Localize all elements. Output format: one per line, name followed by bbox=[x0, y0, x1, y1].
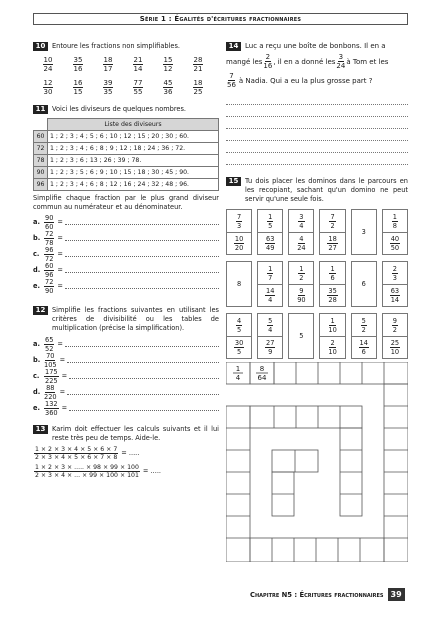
numerator: 60 bbox=[45, 261, 54, 270]
fraction bbox=[267, 317, 273, 334]
numerator: 18 bbox=[193, 79, 203, 87]
fraction-cell[interactable] bbox=[183, 56, 213, 73]
page-number: 39 bbox=[388, 588, 405, 601]
numerator: 63 bbox=[390, 287, 400, 295]
domino[interactable] bbox=[319, 209, 345, 255]
question-item: d. $\frac{60}{96}$ = bbox=[33, 262, 219, 278]
numerator: 65 bbox=[45, 335, 54, 344]
exercise-15 bbox=[226, 177, 408, 204]
fraction bbox=[44, 230, 54, 247]
numerator: 90 bbox=[45, 213, 54, 222]
fraction bbox=[163, 56, 174, 73]
numerator: 1 × 2 × 3 × ..... × 98 × 99 × 100 bbox=[35, 463, 139, 471]
denominator: 17 bbox=[103, 65, 113, 73]
numerator: 25 bbox=[390, 339, 400, 347]
domino[interactable] bbox=[319, 261, 345, 307]
answer-line[interactable] bbox=[65, 235, 219, 241]
numerator: 1 bbox=[299, 264, 304, 273]
denominator: 5 bbox=[236, 325, 242, 334]
exercise-10 bbox=[33, 42, 219, 51]
numerator: 70 bbox=[46, 351, 55, 360]
numerator: 10 bbox=[43, 56, 53, 64]
numerator: 9 bbox=[299, 287, 304, 295]
fraction bbox=[392, 317, 398, 334]
numerator: 35 bbox=[73, 56, 83, 64]
denominator: 220 bbox=[44, 392, 57, 401]
exercise-number: 10 bbox=[33, 42, 48, 51]
denominator: 2 bbox=[299, 273, 304, 282]
denominator: 36 bbox=[163, 88, 173, 96]
exercise-text: Luc a reçu une boîte de bonbons. Il en a bbox=[245, 42, 386, 50]
numerator: 175 bbox=[45, 367, 58, 376]
fraction-cell[interactable] bbox=[63, 79, 93, 96]
denominator: 5 bbox=[236, 348, 242, 356]
number-cell: 96 bbox=[34, 179, 48, 191]
question-label: e. bbox=[33, 404, 40, 412]
question-label: b. bbox=[33, 234, 41, 242]
denominator: 12 bbox=[163, 65, 173, 73]
table-row bbox=[34, 179, 219, 191]
exercise-text: Karim doit effectuer les calculs suivants et il lui reste très peu de temps. Aide-le. bbox=[52, 425, 219, 442]
denominator: 4 bbox=[268, 296, 273, 304]
domino[interactable] bbox=[382, 209, 408, 255]
fraction bbox=[236, 317, 242, 334]
denominator: 24 bbox=[297, 244, 306, 252]
numerator: 28 bbox=[193, 56, 203, 64]
denominator: 10 bbox=[328, 325, 337, 334]
fraction bbox=[390, 235, 400, 252]
fraction bbox=[44, 352, 57, 369]
denominator: 24 bbox=[43, 65, 53, 73]
numerator: 1 × 2 × 3 × 4 × 5 × 6 × 7 bbox=[35, 445, 118, 453]
question-label: a. bbox=[33, 340, 40, 348]
chapter-title: Chapitre N5 : Écritures fractionnaires bbox=[250, 590, 384, 599]
page-footer bbox=[250, 588, 405, 601]
start-denominator: 4 bbox=[235, 374, 241, 382]
fraction bbox=[359, 339, 369, 356]
domino[interactable] bbox=[351, 209, 377, 255]
numerator: 1 bbox=[268, 212, 273, 221]
fraction bbox=[44, 278, 54, 295]
fraction bbox=[73, 79, 84, 96]
fraction bbox=[133, 56, 144, 73]
numerator: 2 bbox=[330, 339, 335, 347]
fraction bbox=[43, 56, 54, 73]
denominator: 21 bbox=[193, 65, 203, 73]
denominator: 2 bbox=[392, 325, 397, 334]
denominator: 10 bbox=[390, 348, 400, 356]
numerator: 3 bbox=[299, 212, 304, 221]
numerator: 88 bbox=[46, 383, 55, 392]
exercise-number: 11 bbox=[33, 105, 48, 114]
divisors-cell: 1 ; 2 ; 3 ; 5 ; 6 ; 9 ; 10 ; 15 ; 18 ; 30 ; 45 ; 90. bbox=[48, 167, 219, 179]
exercise-text: Voici les diviseurs de quelques nombres. bbox=[52, 105, 187, 113]
denominator: 20 bbox=[234, 244, 244, 252]
fraction bbox=[44, 214, 54, 231]
divisors-cell: 1 ; 2 ; 3 ; 4 ; 5 ; 6 ; 10 ; 12 ; 15 ; 20 ; 30 ; 60. bbox=[48, 131, 219, 143]
denominator: 25 bbox=[193, 88, 203, 96]
denominator: 35 bbox=[103, 88, 113, 96]
domino-path bbox=[226, 362, 408, 562]
fraction bbox=[103, 56, 114, 73]
question-label: b. bbox=[33, 356, 41, 364]
numerator: 1 bbox=[268, 264, 273, 273]
question-item: e. $\frac{132}{360}$ = bbox=[33, 400, 219, 416]
left-column bbox=[33, 42, 219, 478]
numerator: 18 bbox=[328, 235, 337, 243]
numerator: 30 bbox=[234, 339, 244, 347]
denominator: 6 bbox=[330, 273, 335, 282]
exercise-12 bbox=[33, 306, 219, 333]
numerator: 21 bbox=[133, 56, 143, 64]
denominator: 8 bbox=[392, 221, 397, 230]
answer-line[interactable] bbox=[65, 251, 219, 257]
answer-lines bbox=[226, 93, 408, 165]
denominator: 105 bbox=[44, 360, 57, 369]
fraction-grid bbox=[33, 56, 219, 96]
domino[interactable] bbox=[382, 261, 408, 307]
fraction bbox=[297, 235, 305, 252]
expression-2 bbox=[33, 464, 219, 478]
series-title: Série 1 : Égalités d'écritures fractionnaires bbox=[139, 15, 302, 23]
numerator: 15 bbox=[163, 56, 173, 64]
answer-line[interactable] bbox=[65, 283, 219, 289]
question-item: a. $\frac{90}{60}$ = bbox=[33, 214, 219, 230]
start-numerator: 1 bbox=[235, 365, 241, 373]
answer-line[interactable] bbox=[69, 405, 219, 411]
answer-line[interactable] bbox=[67, 389, 219, 395]
fraction bbox=[193, 79, 204, 96]
exercise-number: 14 bbox=[226, 42, 241, 51]
question-label: a. bbox=[33, 218, 40, 226]
denominator: 7 bbox=[268, 273, 273, 282]
fraction bbox=[392, 265, 398, 282]
question-item: a. $\frac{65}{52}$ = bbox=[33, 336, 219, 352]
result-blank: = ..... bbox=[121, 449, 140, 457]
domino[interactable] bbox=[257, 209, 283, 255]
domino[interactable] bbox=[257, 261, 283, 307]
fraction bbox=[328, 339, 336, 356]
page-header bbox=[33, 13, 408, 25]
divisors-cell: 1 ; 2 ; 3 ; 6 ; 13 ; 26 ; 39 ; 78. bbox=[48, 155, 219, 167]
domino-value: 3 bbox=[361, 228, 366, 236]
domino-grid bbox=[226, 209, 408, 359]
fraction bbox=[392, 213, 398, 230]
result-blank: = ..... bbox=[142, 467, 162, 475]
numerator: 10 bbox=[234, 235, 244, 243]
denominator: 10 bbox=[328, 348, 337, 356]
domino[interactable] bbox=[226, 313, 252, 359]
numerator: 14 bbox=[359, 339, 368, 347]
right-column: 14 Luc a reçu une boîte de bonbons. Il en a mangé les $\frac{2}{16}$ , il en a donné les $\frac{3}{24}$ à Tom et les $\frac{7}{56}$ à Nadia. Qui a eu la plus grosse part ? 15 Tu dois placer les dominos dans le parcours en les recopiant, sachant qu'un domino ne peut servir qu'une seule fois. $\frac{7}{3}$ $\frac{10}{20}$ $\frac{1}{5}$ $\frac{63}{49}$ $\frac{3}{4}$ $\frac{4}{24}$ $\frac{7}{2}$ $\frac{18}{27}$ 3 $\frac{1}{8}$ $\frac{40}{50}$ 8 $\frac{1}{7}$ $\frac{14}{4}$ $\frac{1}{2}$ $\frac{9}{90}$ $\frac{1}{6}$ $\frac{35}{28}$ 6 $\frac{2}{3}$ $\frac{63}{14}$ $\frac{4}{5}$ $\frac{30}{5}$ $\frac{5}{4}$ $\frac{27}{9}$ 5 $\frac{1}{10}$ $\frac{2}{10}$ $\frac{5}{2}$ $\frac{14}{6}$ $\frac{9}{2}$ $\frac{25}{10}$ bbox=[226, 42, 408, 359]
domino[interactable] bbox=[288, 209, 314, 255]
denominator: 16 bbox=[73, 65, 83, 73]
question-label: d. bbox=[33, 266, 41, 274]
numerator: 72 bbox=[45, 277, 54, 286]
fraction bbox=[73, 56, 84, 73]
numerator: 2 bbox=[392, 264, 397, 273]
fraction bbox=[44, 368, 59, 385]
fraction bbox=[265, 235, 275, 252]
domino[interactable] bbox=[226, 209, 252, 255]
denominator: 225 bbox=[45, 376, 58, 385]
fraction bbox=[234, 235, 244, 252]
denominator: 5 bbox=[268, 221, 273, 230]
question-label: c. bbox=[33, 250, 40, 258]
denominator: 27 bbox=[328, 244, 337, 252]
domino-value: 5 bbox=[299, 332, 304, 340]
exercise-14 bbox=[226, 42, 408, 51]
denominator: 15 bbox=[73, 88, 83, 96]
numerator: 45 bbox=[163, 79, 173, 87]
numerator: 63 bbox=[266, 235, 275, 243]
denominator: 2 bbox=[361, 325, 366, 334]
domino[interactable] bbox=[288, 313, 314, 359]
domino-value: 6 bbox=[361, 280, 366, 288]
fraction bbox=[390, 339, 400, 356]
denominator: 2 × 3 × 4 × ... × 99 × 100 × 101 bbox=[35, 471, 139, 479]
fraction bbox=[329, 213, 335, 230]
numerator: 7 bbox=[330, 212, 335, 221]
fraction bbox=[163, 79, 174, 96]
fraction-cell[interactable] bbox=[63, 56, 93, 73]
table-row bbox=[34, 131, 219, 143]
numerator: 1 bbox=[392, 212, 397, 221]
fraction bbox=[234, 339, 244, 356]
denominator: 14 bbox=[133, 65, 143, 73]
numerator: 72 bbox=[45, 229, 54, 238]
numerator: 4 bbox=[236, 316, 242, 325]
table-header: Liste des diviseurs bbox=[48, 119, 219, 131]
denominator: 72 bbox=[45, 254, 54, 263]
numerator: 39 bbox=[103, 79, 113, 87]
fraction bbox=[328, 317, 336, 334]
fraction bbox=[267, 213, 273, 230]
exercise-text: Simplifie les fractions suivantes en utilisant les critères de divisibilité ou les tables de multiplication (précise la simplification). bbox=[52, 306, 219, 332]
start-numerator: 8 bbox=[259, 365, 265, 373]
numerator: 9 bbox=[392, 316, 397, 325]
exercise-text: Entoure les fractions non simplifiables. bbox=[52, 42, 180, 50]
exercise-14-body: mangé les $\frac{2}{16}$ , il en a donné les $\frac{3}{24}$ à Tom et les bbox=[226, 53, 389, 70]
fraction-cell[interactable] bbox=[153, 56, 183, 73]
answer-line[interactable] bbox=[67, 357, 219, 363]
domino[interactable] bbox=[319, 313, 345, 359]
exercise-13 bbox=[33, 425, 219, 443]
fraction bbox=[327, 235, 337, 252]
fraction bbox=[298, 265, 304, 282]
numerator: 7 bbox=[236, 212, 242, 221]
fraction bbox=[103, 79, 114, 96]
question-item: b. $\frac{72}{78}$ = bbox=[33, 230, 219, 246]
question-item: b. $\frac{70}{105}$ = bbox=[33, 352, 219, 368]
question-item: d. $\frac{88}{220}$ = bbox=[33, 384, 219, 400]
fraction bbox=[193, 56, 204, 73]
numerator: 18 bbox=[103, 56, 113, 64]
denominator: 2 × 3 × 4 × 5 × 6 × 7 × 8 bbox=[35, 453, 118, 461]
denominator: 9 bbox=[268, 348, 273, 356]
exercise-number: 15 bbox=[226, 177, 241, 186]
denominator: 60 bbox=[45, 222, 54, 231]
denominator: 49 bbox=[266, 244, 275, 252]
fraction-cell[interactable] bbox=[93, 79, 123, 96]
table-row bbox=[34, 167, 219, 179]
numerator: 4 bbox=[299, 235, 304, 243]
fraction bbox=[329, 265, 335, 282]
denominator: 3 bbox=[236, 221, 242, 230]
table-row bbox=[34, 143, 219, 155]
fraction bbox=[298, 213, 304, 230]
exercise-number: 12 bbox=[33, 306, 48, 315]
denominator: 52 bbox=[45, 344, 54, 353]
question-list-12 bbox=[33, 336, 219, 416]
numerator: 14 bbox=[266, 287, 275, 295]
domino[interactable] bbox=[351, 261, 377, 307]
fraction-cell[interactable] bbox=[33, 79, 63, 96]
numerator: 16 bbox=[73, 79, 83, 87]
fraction bbox=[267, 265, 273, 282]
denominator: 28 bbox=[328, 296, 337, 304]
denominator: 360 bbox=[45, 408, 58, 417]
exercise-11 bbox=[33, 105, 219, 114]
answer-line[interactable] bbox=[65, 267, 219, 273]
answer-line[interactable] bbox=[65, 341, 219, 347]
denominator: 4 bbox=[299, 221, 304, 230]
fraction bbox=[361, 317, 367, 334]
fraction bbox=[265, 287, 275, 304]
instruction-text: Simplifie chaque fraction par le plus grand diviseur commun au numérateur et au dénominateur. bbox=[33, 194, 219, 211]
fraction-cell[interactable] bbox=[123, 56, 153, 73]
expression-1 bbox=[33, 446, 219, 460]
fraction bbox=[44, 262, 54, 279]
domino[interactable] bbox=[226, 261, 252, 307]
denominator: 90 bbox=[297, 296, 306, 304]
fraction bbox=[133, 79, 144, 96]
fraction-cell[interactable] bbox=[183, 79, 213, 96]
numerator: 77 bbox=[133, 79, 143, 87]
start-denominator: 64 bbox=[257, 374, 267, 382]
denominator: 90 bbox=[45, 286, 54, 295]
denominator: 50 bbox=[390, 244, 400, 252]
question-label: c. bbox=[33, 372, 40, 380]
domino[interactable] bbox=[351, 313, 377, 359]
numerator: 5 bbox=[361, 316, 366, 325]
question-item: c. $\frac{96}{72}$ = bbox=[33, 246, 219, 262]
fraction-cell[interactable] bbox=[153, 79, 183, 96]
question-label: d. bbox=[33, 388, 41, 396]
domino[interactable] bbox=[257, 313, 283, 359]
fraction-cell[interactable] bbox=[33, 56, 63, 73]
denominator: 30 bbox=[43, 88, 53, 96]
fraction bbox=[44, 246, 54, 263]
number-cell: 60 bbox=[34, 131, 48, 143]
number-cell: 72 bbox=[34, 143, 48, 155]
fraction bbox=[43, 79, 54, 96]
domino[interactable] bbox=[382, 313, 408, 359]
fraction bbox=[297, 287, 305, 304]
numerator: 12 bbox=[43, 79, 53, 87]
numerator: 5 bbox=[268, 316, 273, 325]
denominator: 96 bbox=[45, 270, 54, 279]
fraction bbox=[44, 384, 57, 401]
denominator: 6 bbox=[361, 348, 366, 356]
domino[interactable] bbox=[288, 261, 314, 307]
divisors-cell: 1 ; 2 ; 3 ; 4 ; 6 ; 8 ; 12 ; 16 ; 24 ; 32 ; 48 ; 96. bbox=[48, 179, 219, 191]
denominator: 78 bbox=[45, 238, 54, 247]
number-cell: 90 bbox=[34, 167, 48, 179]
table-row bbox=[34, 155, 219, 167]
question-label: e. bbox=[33, 282, 40, 290]
exercise-number: 13 bbox=[33, 425, 48, 434]
denominator: 3 bbox=[392, 273, 397, 282]
divisors-table bbox=[33, 118, 219, 191]
numerator: 35 bbox=[328, 287, 337, 295]
numerator: 132 bbox=[45, 399, 58, 408]
question-item: e. $\frac{72}{90}$ = bbox=[33, 278, 219, 294]
answer-line[interactable] bbox=[65, 219, 219, 225]
numerator: 1 bbox=[330, 264, 335, 273]
domino-value: 8 bbox=[236, 280, 242, 288]
fraction-cell[interactable] bbox=[93, 56, 123, 73]
fraction bbox=[265, 339, 275, 356]
denominator: 14 bbox=[390, 296, 400, 304]
number-cell: 78 bbox=[34, 155, 48, 167]
denominator: 4 bbox=[268, 325, 273, 334]
answer-line[interactable] bbox=[69, 373, 219, 379]
denominator: 55 bbox=[133, 88, 143, 96]
numerator: 1 bbox=[330, 316, 335, 325]
divisors-cell: 1 ; 2 ; 3 ; 4 ; 6 ; 8 ; 9 ; 12 ; 18 ; 24 ; 36 ; 72. bbox=[48, 143, 219, 155]
numerator: 40 bbox=[390, 235, 400, 243]
fraction bbox=[44, 336, 54, 353]
question-item: c. $\frac{175}{225}$ = bbox=[33, 368, 219, 384]
exercise-text: Tu dois placer les dominos dans le parcours en les recopiant, sachant qu'un domino ne peut servir qu'une seule fois. bbox=[245, 177, 408, 203]
denominator: 2 bbox=[330, 221, 335, 230]
numerator: 96 bbox=[45, 245, 54, 254]
fraction bbox=[44, 400, 59, 417]
numerator: 27 bbox=[266, 339, 275, 347]
fraction bbox=[327, 287, 337, 304]
fraction bbox=[236, 213, 242, 230]
fraction-cell[interactable] bbox=[123, 79, 153, 96]
question-list-11 bbox=[33, 214, 219, 294]
fraction bbox=[390, 287, 400, 304]
